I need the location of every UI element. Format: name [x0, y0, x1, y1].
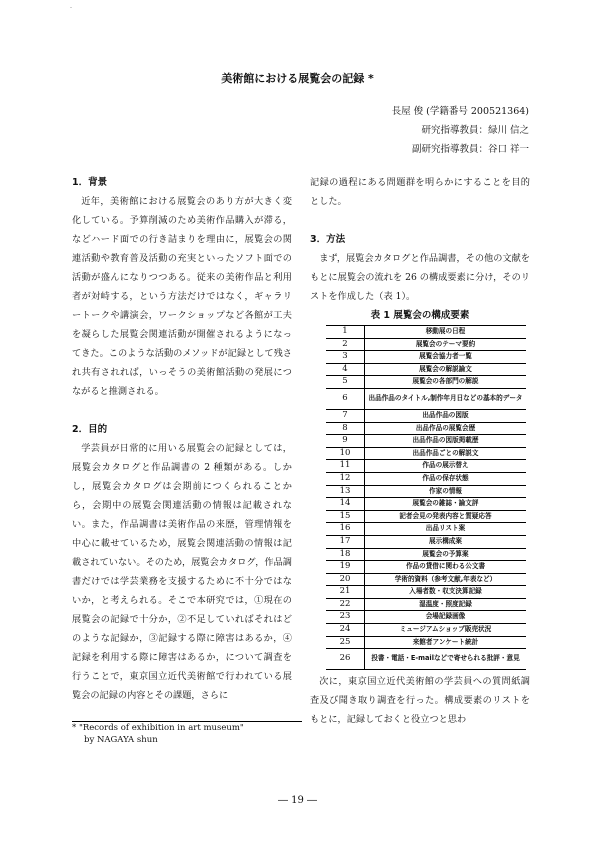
after-table-paragraph: 次に，東京国立近代美術館の学芸員への質問紙調査及び聞き取り調査を行った。構成要素のリストをもとに，記録しておくと役立つと思わ	[310, 676, 530, 726]
table-cell-number: 7	[326, 409, 365, 422]
table-caption: 表 1 展覧会の構成要素	[370, 310, 470, 321]
table-row	[326, 460, 526, 473]
right-column	[310, 173, 530, 729]
table-cell-item: 出品作品の図版掲載歴	[365, 435, 527, 448]
table-cell-number: 11	[326, 460, 365, 473]
table-row	[326, 611, 526, 624]
table-cell-number: 26	[326, 649, 365, 670]
table-cell-number: 23	[326, 611, 365, 624]
table-row	[326, 485, 526, 498]
table-row	[326, 498, 526, 511]
advisor-line: 研究指導教員：緑川 信之	[421, 125, 529, 136]
table-cell-number: 25	[326, 636, 365, 649]
table-cell-number: 17	[326, 535, 365, 548]
author-line: 長屋 俊 (学籍番号 200521364)	[391, 106, 529, 117]
table-cell-item: 記者会見の発表内容と質疑応答	[365, 510, 527, 523]
table-cell-number: 3	[326, 351, 365, 364]
table-cell-item: 展覧会の各部門の解説	[365, 376, 527, 389]
author-block	[392, 102, 529, 159]
table-cell-item: 作品の貸借に関わる公文書	[365, 561, 527, 574]
table-cell-item: 展示構成案	[365, 535, 527, 548]
table-cell-item: 学術的資料（参考文献,年表など）	[365, 573, 527, 586]
table-cell-number: 22	[326, 598, 365, 611]
table-cell-number: 16	[326, 523, 365, 536]
footnote-line: * "Records of exhibition in art museum"	[72, 723, 244, 733]
table-row	[326, 573, 526, 586]
table-cell-number: 2	[326, 338, 365, 351]
table-cell-item: ミュージアムショップ販売状況	[365, 624, 527, 637]
table-row	[326, 649, 526, 670]
left-column	[72, 173, 292, 705]
table-cell-number: 10	[326, 447, 365, 460]
table-row	[326, 636, 526, 649]
table-cell-number: 4	[326, 363, 365, 376]
page-number: ― 19 ―	[277, 795, 318, 806]
table-row	[326, 435, 526, 448]
table-cell-item: 展覧会の解説論文	[365, 363, 527, 376]
table-row	[326, 409, 526, 422]
paper-title: 美術館における展覧会の記録 *	[221, 72, 374, 85]
table-row	[326, 535, 526, 548]
background-paragraph: 近年，美術館における展覧会のあり方が大きく変化している。予算削減のため美術作品購入が滞る，などハード面での行き詰まりを理由に，展覧会の関連活動や教育普及活動の充実といったソフト面での活動が盛んになりつつある。従来の美術作品と利用者が対峙する，という方法だけではなく，ギャラリートークや講演会，ワークショップなど各館が工夫を凝らした展覧会関連活動が開催されるようになってきた。このような活動のメソッドが記録として残され共有されれば，いっそうの美術館活動の発展につながると推測される。	[72, 196, 292, 397]
table-cell-item: 作品の展示替え	[365, 460, 527, 473]
table-cell-item: 出品作品ごとの解説文	[365, 447, 527, 460]
table-row	[326, 338, 526, 351]
table-cell-number: 5	[326, 376, 365, 389]
table-row	[326, 351, 526, 364]
table-cell-item: 来館者アンケート統計	[365, 636, 527, 649]
aim-continuation: 記録の過程にある問題群を明らかにすることを目的とした。	[310, 177, 530, 207]
table-cell-number: 15	[326, 510, 365, 523]
table-row	[326, 523, 526, 536]
table-cell-number: 13	[326, 485, 365, 498]
section-heading-aim: 2．目的	[72, 424, 108, 435]
footnote	[72, 722, 302, 746]
table-cell-number: 8	[326, 422, 365, 435]
table-cell-item: 出品作品の展覧会歴	[365, 422, 527, 435]
table-cell-item: 出品作品の図版	[365, 409, 527, 422]
table-cell-item: 展覧会の雑誌・論文評	[365, 498, 527, 511]
table-cell-item: 作家の情報	[365, 485, 527, 498]
table-cell-number: 6	[326, 388, 365, 409]
table-cell-item: 投書・電話・E-mailなどで寄せられる批評・意見	[365, 649, 527, 670]
method-paragraph: まず，展覧会カタログと作品調書，その他の文献をもとに展覧会の流れを 26 の構成要素に分け，そのリストを作成した（表 1）。	[310, 253, 530, 302]
footnote-author: by NAGAYA shun	[84, 735, 158, 745]
table-cell-item: 作品の保存状態	[365, 472, 527, 485]
table-row	[326, 561, 526, 574]
table-row	[326, 624, 526, 637]
table-row	[326, 326, 526, 339]
table-row	[326, 586, 526, 599]
table-row	[326, 376, 526, 389]
table-cell-item: 展覧会の予算案	[365, 548, 527, 561]
table-cell-item: 会場記録画像	[365, 611, 527, 624]
table-cell-number: 20	[326, 573, 365, 586]
table-row	[326, 388, 526, 409]
table-cell-number: 18	[326, 548, 365, 561]
table-cell-number: 1	[326, 326, 365, 339]
table-cell-item: 入場者数・収支決算記録	[365, 586, 527, 599]
table-cell-number: 12	[326, 472, 365, 485]
table-cell-number: 14	[326, 498, 365, 511]
components-table	[326, 325, 526, 670]
table-row	[326, 598, 526, 611]
section-heading-method: 3．方法	[310, 234, 346, 245]
table-cell-item: 展覧会のテーマ要約	[365, 338, 527, 351]
aim-paragraph: 学芸員が日常的に用いる展覧会の記録としては，展覧会カタログと作品調書の 2 種類がある。しかし，展覧会カタログは会期前につくられることから，会期中の展覧会関連活動の情報は記載されない。また，作品調書は美術作品の来歴，管理情報を中心に載せているため，展覧会関連活動の情報は記載されていない。そのため，展覧会カタログ，作品調書だけでは学芸業務を支援するために不十分ではないか，と考えられる。そこで本研究では，①現在の展覧会の記録で十分か，②不足していればそれはどのような記録か，③記録する際に障害はあるか，④記録を利用する際に障害はあるか，について調査を行うことで，東京国立近代美術館で行われている展覧会の記録の内容とその課題，さらに	[72, 443, 292, 701]
table-cell-item: 展覧会協力者一覧	[365, 351, 527, 364]
table-cell-number: 9	[326, 435, 365, 448]
table-cell-number: 19	[326, 561, 365, 574]
table-row	[326, 548, 526, 561]
table-row	[326, 447, 526, 460]
table-cell-item: 湿温度・照度記録	[365, 598, 527, 611]
sub-advisor-line: 副研究指導教員：谷口 祥一	[411, 144, 529, 155]
table-row	[326, 472, 526, 485]
table-cell-number: 21	[326, 586, 365, 599]
table-row	[326, 363, 526, 376]
table-row	[326, 510, 526, 523]
table-cell-item: 出品作品のタイトル,制作年月日などの基本的データ	[365, 388, 527, 409]
section-heading-background: 1．背景	[72, 177, 108, 188]
table-cell-item: 移動展の日程	[365, 326, 527, 339]
table-row	[326, 422, 526, 435]
table-cell-item: 出品リスト案	[365, 523, 527, 536]
table-cell-number: 24	[326, 624, 365, 637]
corner-mark: -	[70, 4, 73, 11]
